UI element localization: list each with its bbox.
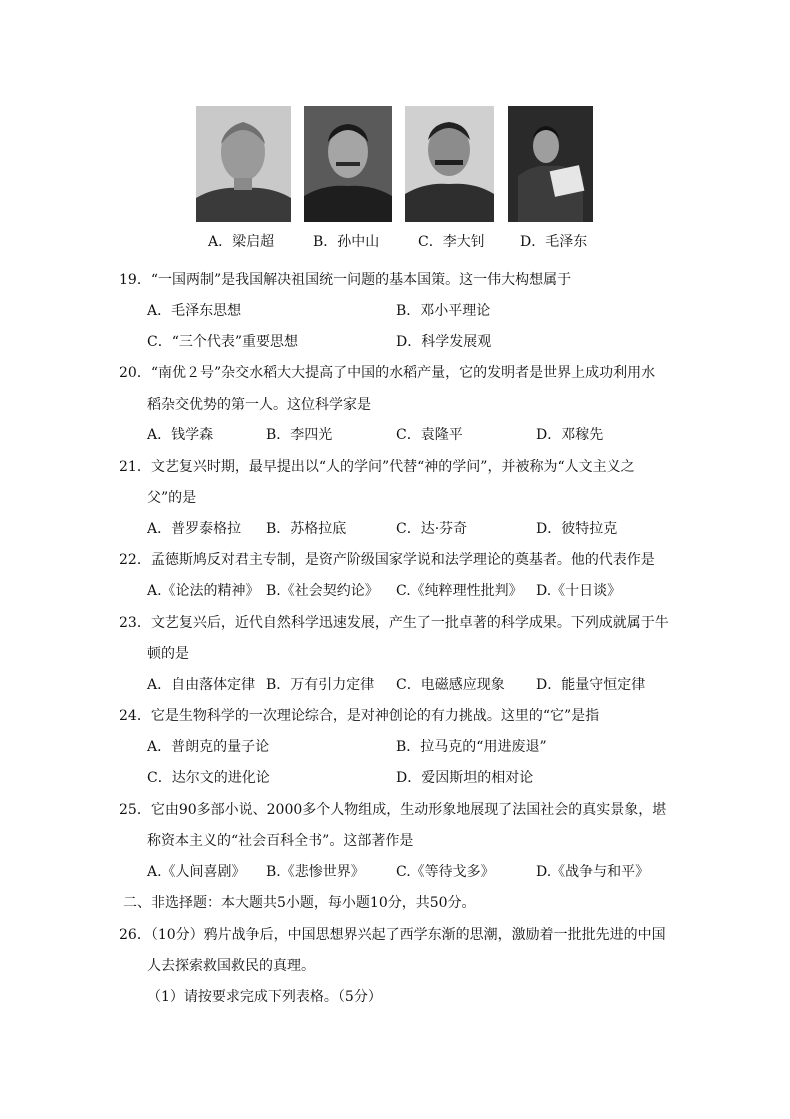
question-20-stem-line1: 20．“南优２号”杂交水稻大大提高了中国的水稻产量，它的发明者是世界上成功利用水 (119, 365, 656, 381)
question-24-stem: 24．它是生物科学的一次理论综合，是对神创论的有力挑战。这里的“它”是指 (119, 708, 600, 724)
question-23-stem-line1: 23．文艺复兴后，近代自然科学迅速发展，产生了一批卓著的科学成果。下列成就属于牛 (119, 615, 669, 631)
q19-option-b: B．邓小平理论 (396, 303, 491, 319)
portrait-captions (196, 231, 596, 253)
caption-d: D．毛泽东 (520, 234, 588, 250)
question-21-stem-line1: 21．文艺复兴时期，最早提出以“人的学问”代替“神的学问”，并被称为“人文主义之 (119, 459, 635, 475)
q20-option-d: D．邓稼先 (536, 427, 604, 443)
portrait-photo-mao-zedong-image (508, 106, 593, 222)
q25-option-a: A.《人间喜剧》 (147, 864, 246, 880)
portrait-photo-sun-zhongshan-image (304, 106, 392, 222)
q22-option-c: C.《纯粹理性批判》 (396, 583, 523, 599)
question-20-stem-line2: 稻杂交优势的第一人。这位科学家是 (147, 397, 371, 413)
q22-option-a: A.《论法的精神》 (147, 583, 260, 599)
q24-option-a: A．普朗克的量子论 (147, 739, 270, 755)
question-21-stem-line2: 父”的是 (147, 490, 197, 506)
portrait-photo-sun-zhongshan (304, 106, 392, 222)
question-26-stem-line1: 26．（10分）鸦片战争后，中国思想界兴起了西学东渐的思潮，激励着一批批先进的中国 (119, 927, 666, 943)
q21-option-c: C．达·芬奇 (396, 521, 468, 537)
q19-option-a: A．毛泽东思想 (147, 303, 242, 319)
q22-option-b: B.《社会契约论》 (266, 583, 379, 599)
q20-option-a: A．钱学森 (147, 427, 214, 443)
caption-a: A．梁启超 (208, 234, 275, 250)
question-25-stem-line1: 25．它由90多部小说、2000多个人物组成，生动形象地展现了法国社会的真实景象，堪 (119, 802, 667, 818)
portrait-photo-li-dazhao-image (405, 106, 494, 222)
q19-option-c: C．“三个代表”重要思想 (147, 334, 299, 350)
q20-option-b: B．李四光 (266, 427, 333, 443)
q23-option-b: B．万有引力定律 (266, 677, 375, 693)
q24-option-d: D．爱因斯坦的相对论 (396, 770, 534, 786)
question-19-stem: 19．“一国两制”是我国解决祖国统一问题的基本国策。这一伟大构想属于 (119, 272, 572, 288)
question-26-sub-1: （1）请按要求完成下列表格。（5分） (147, 989, 382, 1005)
section-2-heading: 二、非选择题：本大题共5小题，每小题10分，共50分。 (123, 895, 476, 911)
portrait-photo-liang-qichao-image (196, 106, 291, 222)
q24-option-c: C．达尔文的进化论 (147, 770, 270, 786)
question-26-stem-line2: 人去探索救国救民的真理。 (147, 958, 315, 974)
q21-option-b: B．苏格拉底 (266, 521, 347, 537)
q19-option-d: D．科学发展观 (396, 334, 492, 350)
q25-option-b: B.《悲惨世界》 (266, 864, 365, 880)
q21-option-d: D．彼特拉克 (536, 521, 618, 537)
question-25-stem-line2: 称资本主义的“社会百科全书”。这部著作是 (147, 833, 414, 849)
q25-option-c: C.《等待戈多》 (396, 864, 495, 880)
caption-b: B．孙中山 (313, 234, 380, 250)
question-22-stem: 22．孟德斯鸠反对君主专制，是资产阶级国家学说和法学理论的奠基者。他的代表作是 (119, 552, 655, 568)
q23-option-c: C．电磁感应现象 (396, 677, 505, 693)
portrait-photo-li-dazhao (405, 106, 494, 222)
portrait-photos-row (196, 106, 596, 226)
q24-option-b: B．拉马克的“用进废退” (396, 739, 547, 755)
portrait-photo-mao-zedong (508, 106, 593, 222)
q25-option-d: D.《战争与和平》 (536, 864, 650, 880)
q23-option-d: D．能量守恒定律 (536, 677, 646, 693)
q20-option-c: C．袁隆平 (396, 427, 463, 443)
q22-option-d: D.《十日谈》 (536, 583, 622, 599)
portrait-photo-liang-qichao (196, 106, 291, 222)
question-23-stem-line2: 顿的是 (147, 646, 189, 662)
q23-option-a: A．自由落体定律 (147, 677, 256, 693)
caption-c: C．李大钊 (418, 234, 485, 250)
q21-option-a: A．普罗泰格拉 (147, 521, 242, 537)
